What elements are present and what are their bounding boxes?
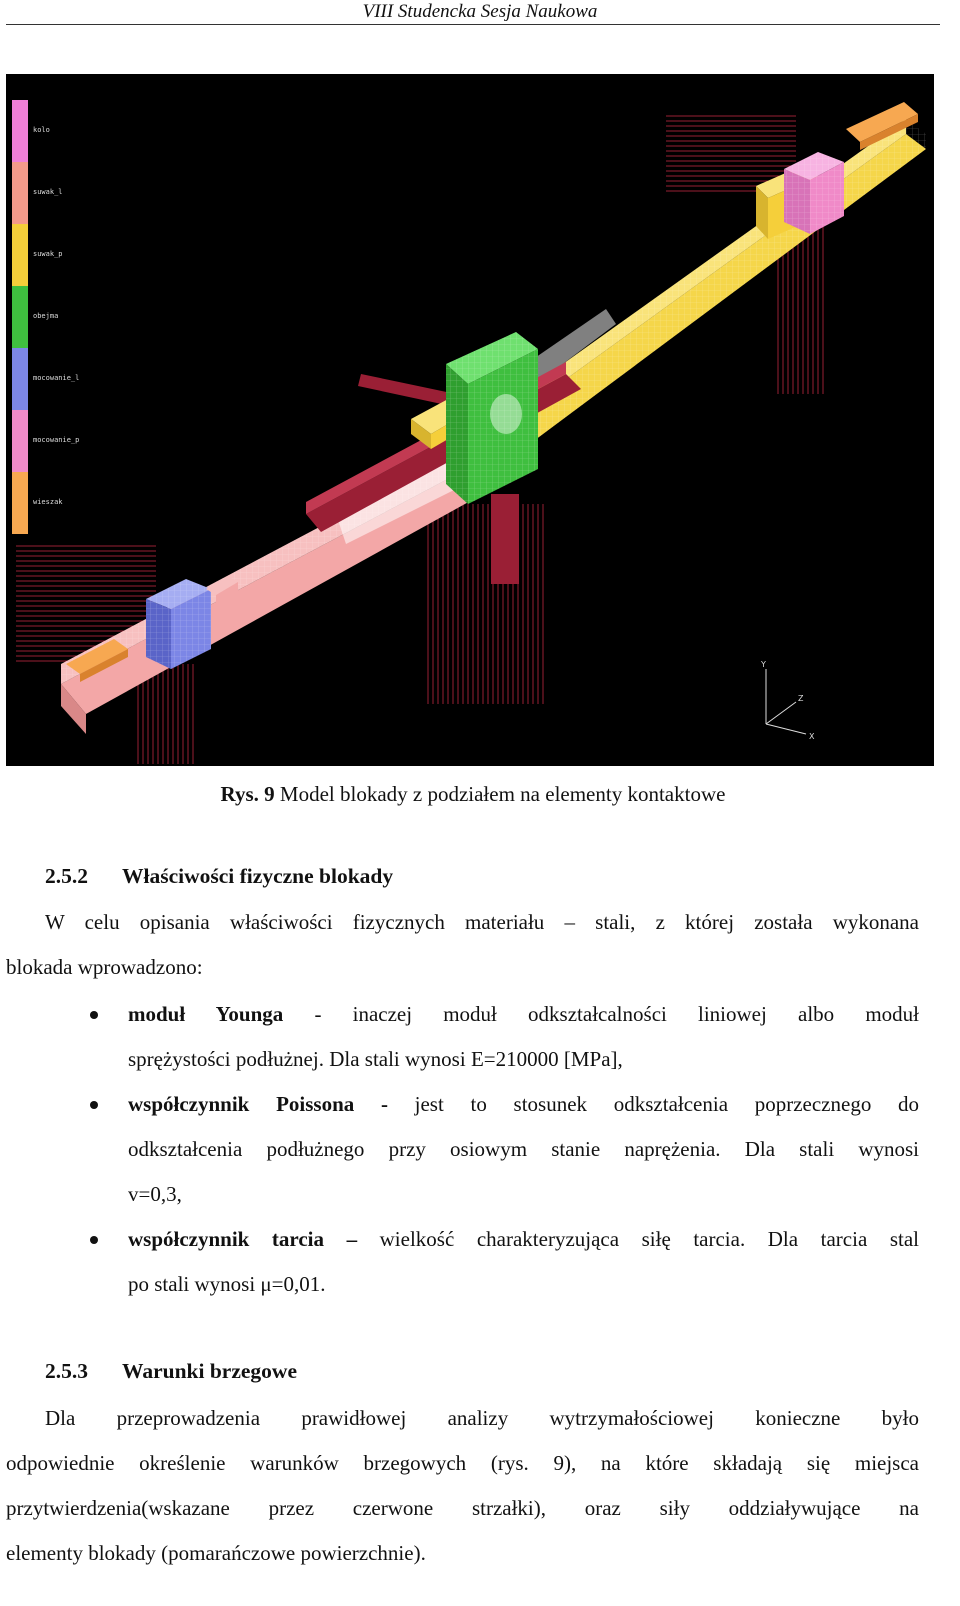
bullet-term: moduł Younga [128, 1002, 284, 1026]
bullet-dot [90, 1101, 98, 1109]
legend-swatch-suwak-p [12, 224, 28, 286]
legend-label-suwak-p: suwak_p [33, 250, 63, 258]
clamp-green [446, 332, 538, 504]
bullet-2-line-1: współczynnik Poissona - jest to stosunek odkształcenia poprzecznego do [128, 1092, 920, 1116]
section-title: Właściwości fizyczne blokady [122, 864, 394, 888]
paragraph-line-1: Dla przeprowadzenia prawidłowej analizy wytrzymałościowej konieczne było [45, 1406, 919, 1430]
bullet-1-line-1: moduł Younga - inaczej moduł odkształcalności liniowej albo moduł [128, 1002, 919, 1026]
axis-triad [760, 660, 815, 741]
fem-model-illustration [6, 74, 934, 766]
fem-model-figure [6, 74, 934, 766]
legend-label-kolo: kolo [33, 126, 50, 134]
bullet-1-line-2: sprężystości podłużnej. Dla stali wynosi E=210000 [MPa], [128, 1047, 623, 1071]
bullet-3-line-2: po stali wynosi μ=0,01. [128, 1272, 326, 1296]
paragraph-line-3: przytwierdzenia(wskazane przez czerwone strzałki), oraz siły oddziaływujące na [6, 1496, 919, 1520]
running-title: VIII Studencka Sesja Naukowa [362, 1, 598, 22]
running-header [0, 0, 960, 30]
bullet-term: współczynnik tarcia – [128, 1227, 358, 1251]
axis-label-x: X [809, 732, 815, 741]
section-title: Warunki brzegowe [122, 1359, 297, 1383]
paragraph-line-4: elementy blokady (pomarańczowe powierzchnie). [6, 1541, 426, 1565]
section-number: 2.5.3 [45, 1359, 88, 1383]
legend-swatch-kolo [12, 100, 28, 162]
caption-text: Model blokady z podziałem na elementy kontaktowe [274, 782, 726, 806]
legend-label-mocowanie-l: mocowanie_l [33, 374, 80, 382]
paragraph-line-2: odpowiednie określenie warunków brzegowych (rys. 9), na które składają się miejsca [6, 1451, 919, 1475]
legend-label-mocowanie-p: mocowanie_p [33, 436, 80, 444]
legend-swatch-suwak-l [12, 162, 28, 224]
header-rule [6, 24, 940, 25]
bullet-3-line-1: współczynnik tarcia – wielkość charakteryzująca siłę tarcia. Dla tarcia stal [128, 1227, 919, 1251]
axis-label-z: Z [798, 694, 804, 703]
caption-label: Rys. 9 [220, 782, 275, 806]
legend [12, 100, 79, 534]
legend-swatch-mocowanie-l [12, 348, 28, 410]
legend-swatch-mocowanie-p [12, 410, 28, 472]
section-heading-2-5-3 [45, 1359, 297, 1384]
legend-label-wieszak: wieszak [33, 498, 63, 506]
bullet-term: współczynnik Poissona - [128, 1092, 388, 1116]
bullet-2-line-2: odkształcenia podłużnego przy osiowym stanie naprężenia. Dla stali wynosi [128, 1137, 919, 1161]
paragraph-intro-line-2: blokada wprowadzono: [6, 955, 203, 979]
legend-label-obejma: obejma [33, 312, 59, 320]
legend-swatch-obejma [12, 286, 28, 348]
section-number: 2.5.2 [45, 864, 88, 888]
bullet-dot [90, 1236, 98, 1244]
legend-swatch-wieszak [12, 472, 28, 534]
figure-caption [0, 782, 946, 807]
paragraph-intro-line-1: W celu opisania właściwości fizycznych materiału – stali, z której została wykonana [45, 910, 919, 934]
section-heading-2-5-2 [45, 864, 393, 889]
axis-label-y: Y [761, 660, 766, 669]
legend-label-suwak-l: suwak_l [33, 188, 63, 196]
bullet-dot [90, 1011, 98, 1019]
bullet-2-line-3: v=0,3, [128, 1182, 182, 1206]
